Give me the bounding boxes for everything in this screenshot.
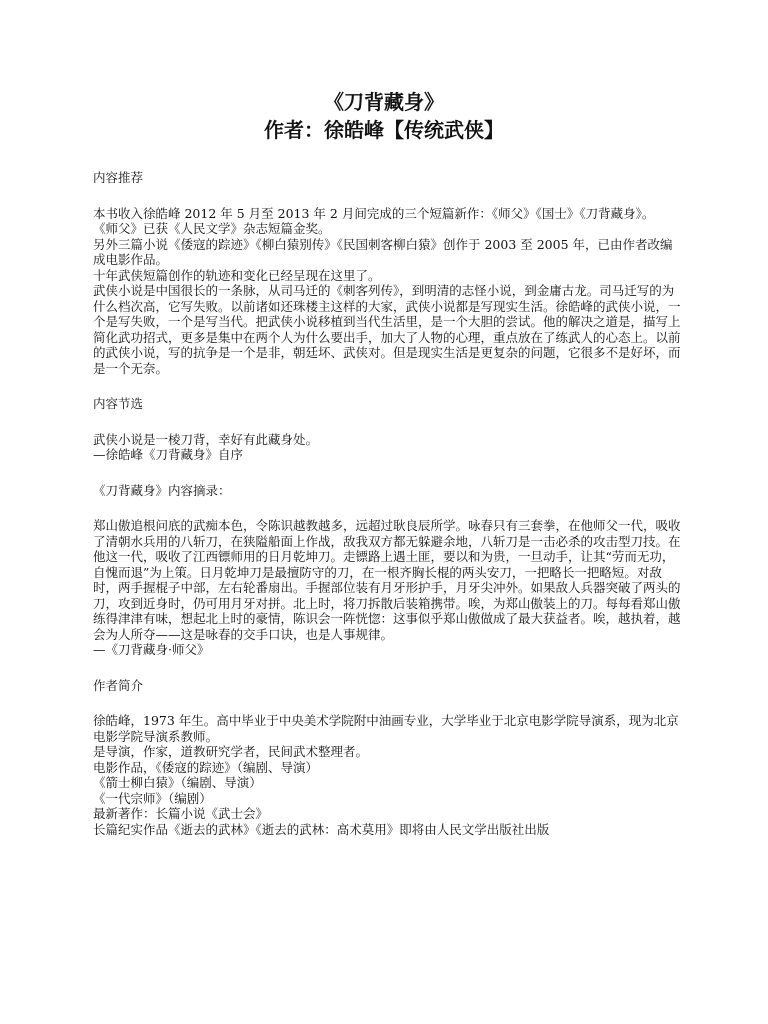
author-byline: 作者：徐皓峰【传统武侠】 — [264, 118, 504, 142]
paragraph: 武侠小说是中国很长的一条脉，从司马迁的《刺客列传》，到明清的志怪小说，到金庸古龙。司马迁写的为什么档次高，它写失败。以前诸如还珠楼主这样的大家，武侠小说都是写现实生活。徐皓峰的武侠小说，一个是写失败，一个是写当代。把武侠小说移植到当代生活里，是一个大胆的尝试。他的解决之道是，描写上简化武功招式，更多是集中在两个人为什么要出手，加大了人物的心理，重点放在了练武人的心态上。以前的武侠小说，写的抗争是一个是非，朝廷坏、武侠对。但是现实生活是更复杂的问题，它很多不是好坏，而是一个无奈。 — [93, 283, 681, 376]
section-recommend — [93, 170, 683, 376]
paragraph: 是导演，作家，道教研究学者，民间武术整理者。 — [93, 744, 369, 759]
paragraph: 最新著作：长篇小说《武士会》 — [93, 806, 269, 821]
paragraph: 本书收入徐皓峰 2012 年 5 月至 2013 年 2 月间完成的三个短篇新作：《师父》《国士》《刀背藏身》。 — [93, 205, 655, 221]
section-digest — [93, 483, 683, 658]
book-title: 《刀背藏身》 — [324, 90, 444, 114]
paragraph: 《一代宗师》（编剧） — [93, 790, 212, 806]
section-heading: 《刀背藏身》内容摘录： — [93, 482, 231, 498]
paragraph: 《师父》已获《人民文学》杂志短篇金奖。 — [93, 221, 331, 236]
paragraph: 电影作品，《倭寇的踪迹》（编剧、导演） — [93, 759, 319, 775]
paragraph: —徐皓峰《刀背藏身》自序 — [93, 447, 244, 462]
section-heading: 内容推荐 — [93, 170, 144, 185]
paragraph: 徐皓峰，1973 年生。高中毕业于中央美术学院附中油画专业，大学毕业于北京电影学院导演系，现为北京电影学院导演系教师。 — [93, 713, 679, 744]
paragraph: 《箭士柳白猿》（编剧、导演） — [93, 775, 262, 790]
paragraph: 郑山傲追根问底的武痴本色，令陈识越教越多，远超过耿良辰所学。咏春只有三套拳，在他师父一代，吸收了清朝水兵用的八斩刀，在狭隘船面上作战，敌我双方都无躲避余地，八斩刀是一击必杀的攻击型刀技。在他这一代，吸收了江西镖师用的日月乾坤刀。走镖路上遇土匪，要以和为贵，一旦动手，让其“劳而无功，自愧而退”为上策。日月乾坤刀是最擅防守的刀，在一根齐胸长棍的两头安刀，一把略长一把略短。对敌时，两手握棍子中部，左右轮番扇出。手握部位装有月牙形护手，月牙尖冲外。如果敌人兵器突破了两头的刀，攻到近身时，仍可用月牙对拼。北上时，将刀拆散后装箱携带。唉，为郑山傲装上的刀。每每看郑山傲练得津津有味，想起北上时的豪情，陈识会一阵恍惚：这事似乎郑山傲做成了最大获益者。唉，越执着，越会为人所夺——这是咏春的交手口诀，也是人事规律。 — [93, 518, 681, 642]
section-heading: 内容节选 — [93, 396, 144, 411]
section-heading: 作者简介 — [93, 677, 144, 693]
paragraph: 长篇纪实作品《逝去的武林》《逝去的武林：高术莫用》即将由人民文学出版社出版 — [93, 821, 550, 837]
title-block — [0, 88, 768, 144]
section-author — [93, 678, 683, 838]
section-excerpt — [93, 396, 683, 463]
paragraph: 另外三篇小说《倭寇的踪迹》《柳白猿别传》《民国刺客柳白猿》创作于 2003 至 2005 年，已由作者改编成电影作品。 — [93, 236, 673, 267]
document-body — [93, 170, 683, 837]
paragraph: 十年武侠短篇创作的轨迹和变化已经呈现在这里了。 — [93, 267, 381, 283]
paragraph: 武侠小说是一棱刀背，幸好有此藏身处。 — [93, 431, 319, 447]
paragraph: —《刀背藏身·师父》 — [93, 642, 210, 657]
